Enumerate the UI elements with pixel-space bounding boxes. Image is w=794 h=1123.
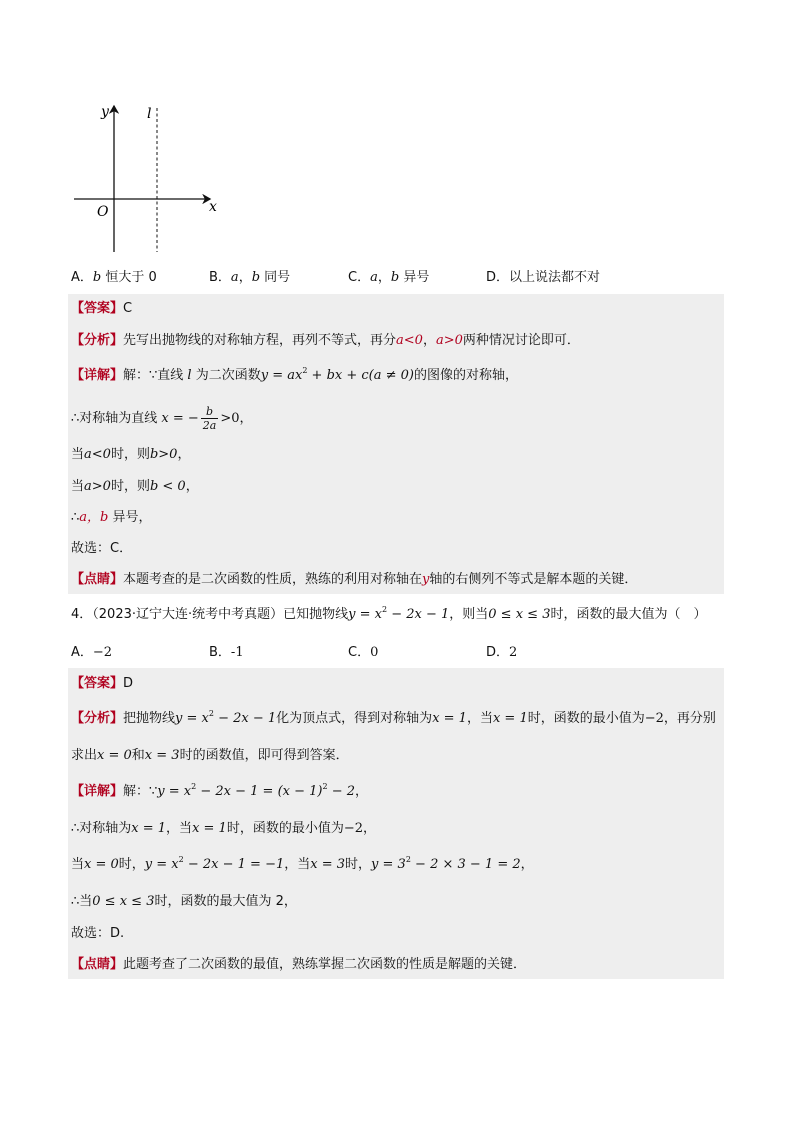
q4-analysis: 【分析】把抛物线$y = x^2 - 2x - 1$化为顶点式，得到对称轴为x = 1，当x = 1时，函数的最小值为−2，再分别 <box>71 709 716 726</box>
q3-option-a: A．b 恒大于 0 <box>71 270 157 285</box>
q3-detail: 【详解】解：∵直线 l 为二次函数$y = ax^2$ + bx + c(a ≠ 0)的图像的对称轴， <box>71 366 519 383</box>
q3-answer: 【答案】C <box>71 301 133 316</box>
q3-step-axis: ∴对称轴为直线 x = − $\frac{b}{2a}$ >0， <box>71 405 253 432</box>
l-label: l <box>147 106 152 122</box>
origin-label: O <box>97 204 109 220</box>
q4-option-d: D．2 <box>486 645 518 660</box>
fraction-b-over-2a: $\frac{b}{2a}$ <box>202 405 217 432</box>
axis-figure <box>70 100 230 260</box>
x-axis-label: x <box>209 199 217 215</box>
q3-option-b: B．a，b 同号 <box>209 270 291 285</box>
q3-option-d: D．以上说法都不对 <box>486 270 601 285</box>
y-axis-label: y <box>101 104 109 120</box>
q3-comment: 【点睛】本题考查的是二次函数的性质，熟练的利用对称轴在y轴的右侧列不等式是解本题的关键． <box>71 572 638 587</box>
q3-step-a-positive: 当a>0时，则b < 0， <box>71 479 199 494</box>
q3-step-a-negative: 当a<0时，则b>0， <box>71 447 191 462</box>
q4-step-conclusion: ∴当0 ≤ x ≤ 3时，函数的最大值为 2， <box>71 894 297 909</box>
q4-answer: 【答案】D <box>71 676 134 691</box>
q4-choose: 故选：D. <box>71 926 125 941</box>
q3-step-conclusion: ∴a，b 异号， <box>71 510 152 525</box>
q4-step-values: 当x = 0时，$y = x^2 - 2x - 1 = -1$，当x = 3时，$y = 3^2 - 2 \times 3 - 1 = 2$， <box>71 855 534 872</box>
q4-option-c: C．0 <box>348 645 379 660</box>
q4-detail: 【详解】解：∵y = $x^2 - 2x - 1 = (x - 1)^2 - 2$， <box>71 782 369 799</box>
q4-stem: 4．（2023·辽宁大连·统考中考真题）已知抛物线$y = x^2 - 2x - 1$，则当0 ≤ x ≤ 3时，函数的最大值为（ ） <box>71 605 707 622</box>
q4-option-b: B．-1 <box>209 645 244 660</box>
q3-choose: 故选：C． <box>71 541 133 556</box>
q4-comment: 【点睛】此题考查了二次函数的最值，熟练掌握二次函数的性质是解题的关键． <box>71 957 527 972</box>
q4-analysis-cont: 求出x = 0和x = 3时的函数值，即可得到答案． <box>71 748 349 763</box>
q4-option-a: A．−2 <box>71 645 113 660</box>
q3-analysis: 【分析】先写出抛物线的对称轴方程，再列不等式，再分a<0，a>0两种情况讨论即可． <box>71 333 580 348</box>
q3-option-c: C．a，b 异号 <box>348 270 430 285</box>
q4-step-axis: ∴对称轴为x = 1，当x = 1时，函数的最小值为−2， <box>71 821 377 836</box>
